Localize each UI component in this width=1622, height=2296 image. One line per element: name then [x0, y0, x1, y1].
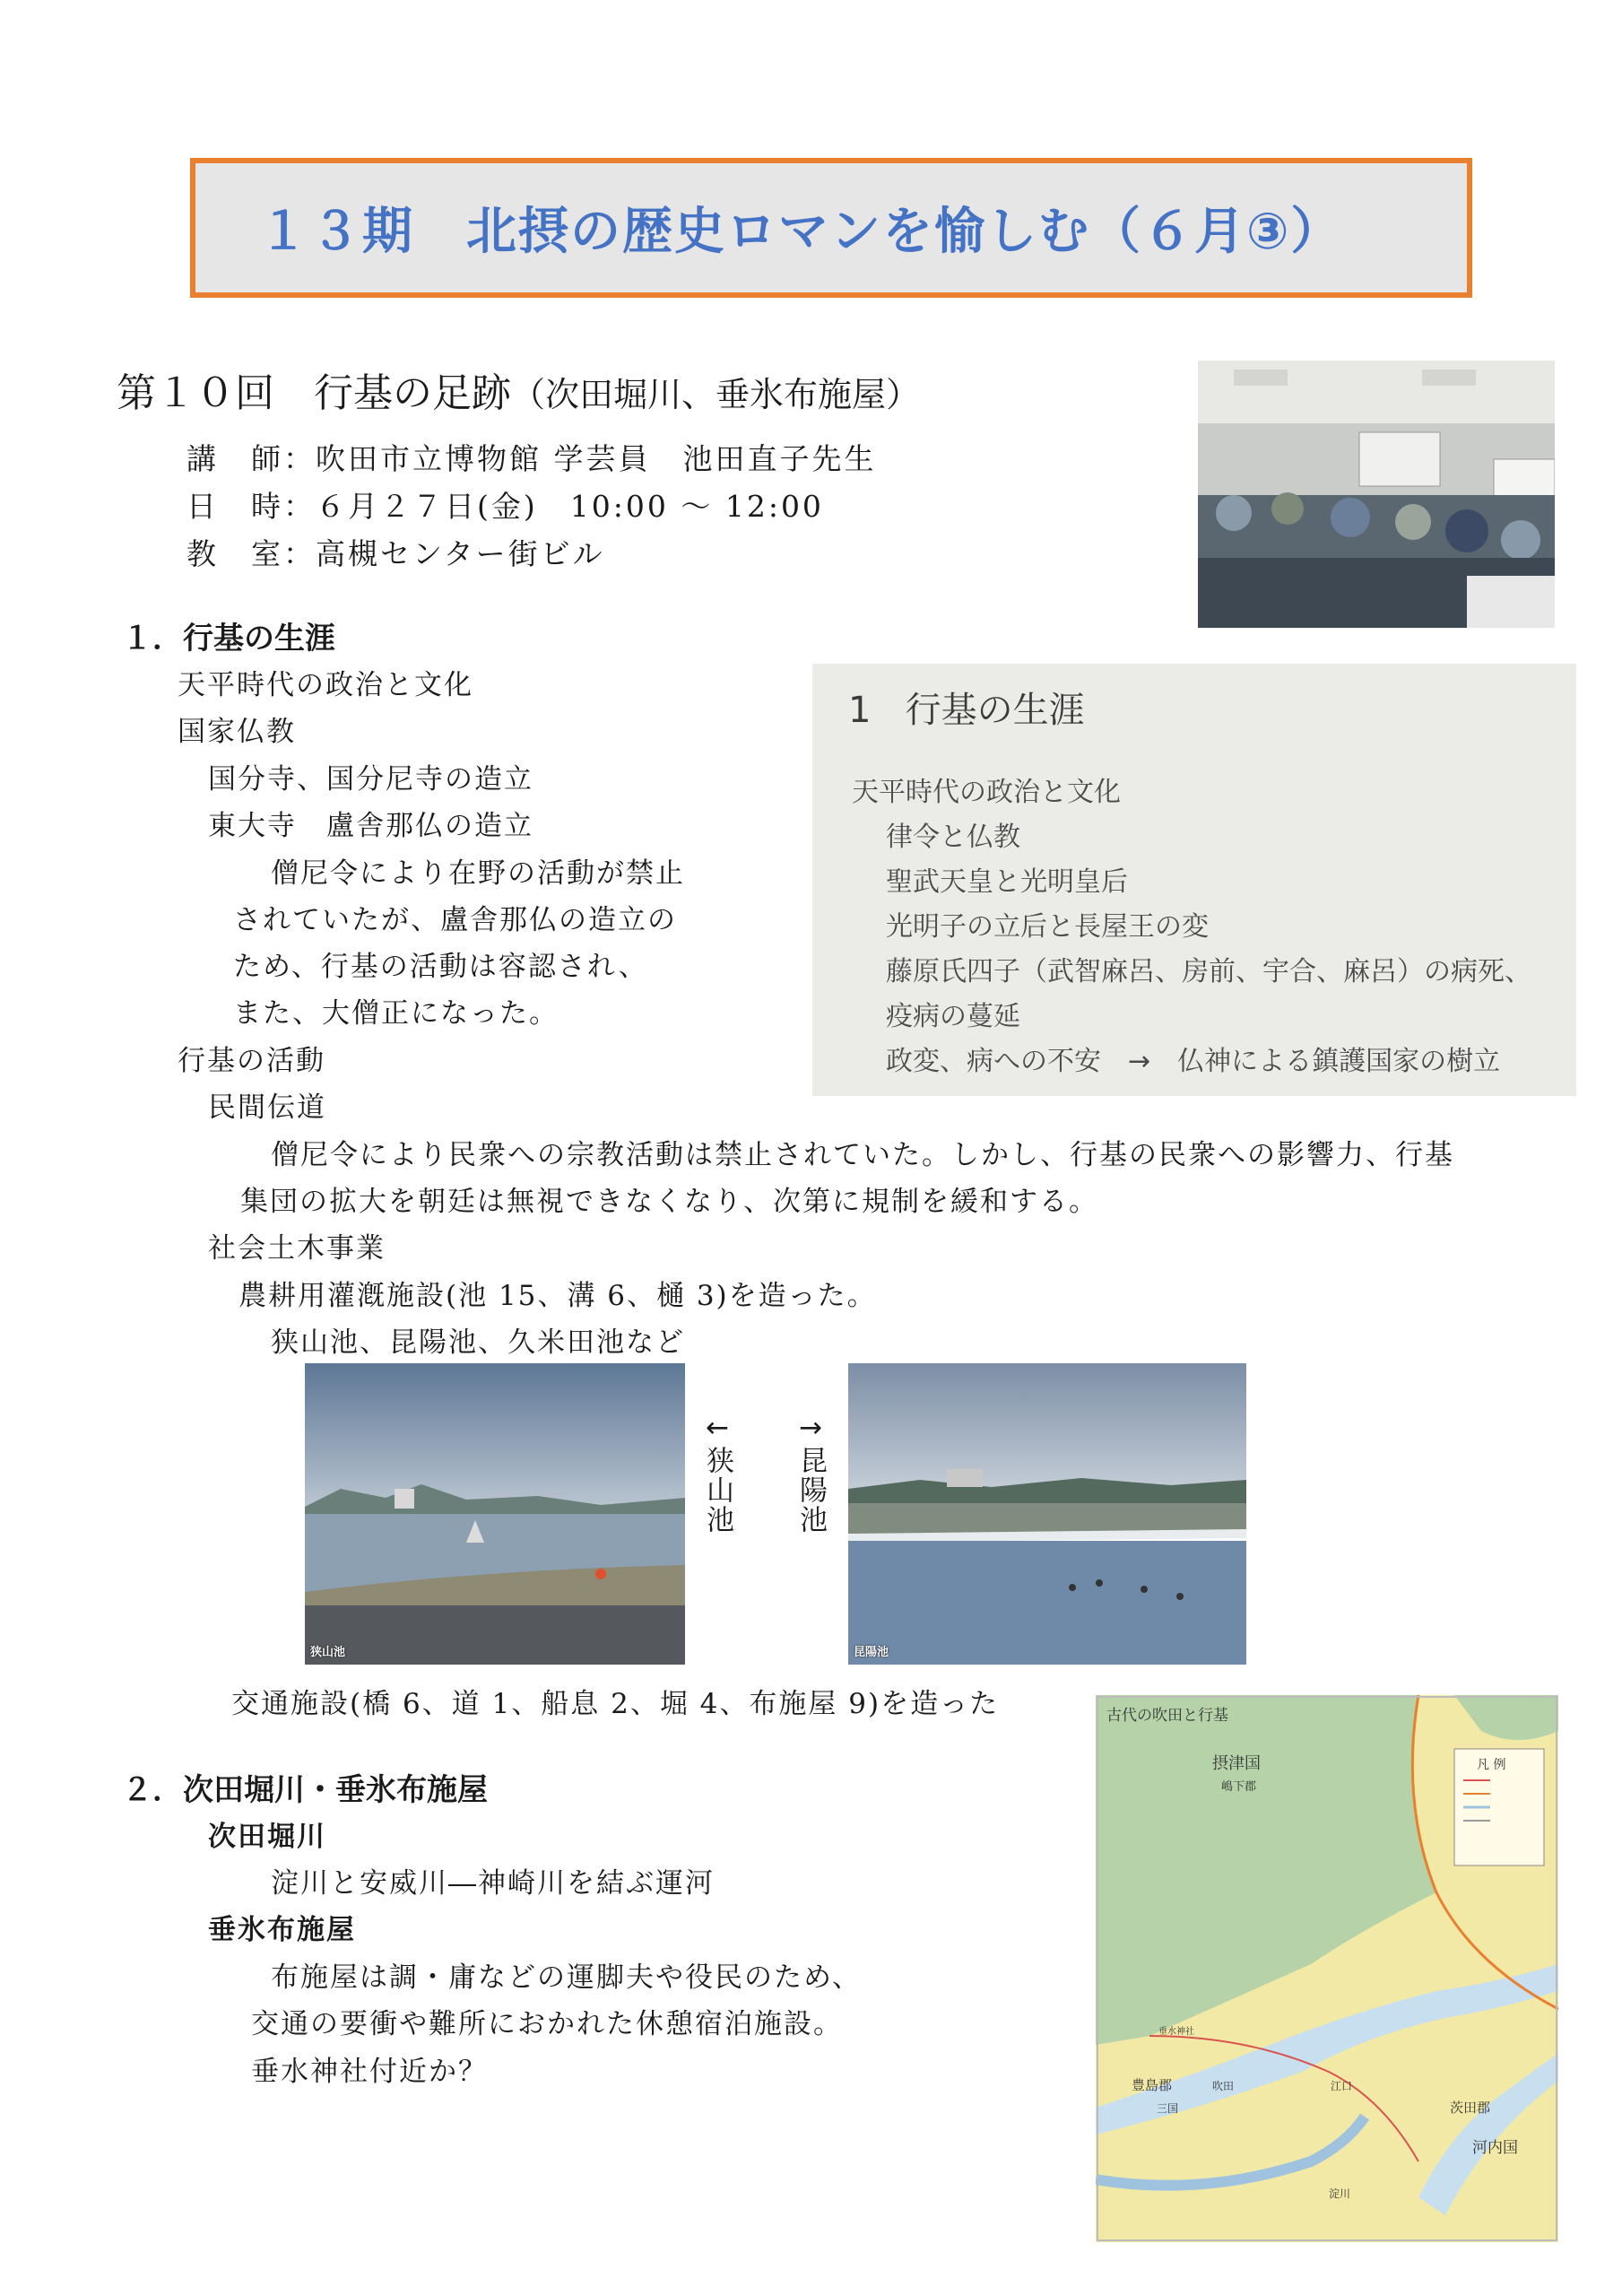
text-line: 民間伝道	[208, 1091, 326, 1124]
lecturer-info: 講 師：吹田市立博物館 学芸員 池田直子先生	[186, 441, 877, 476]
slide-line: 藤原氏四子（武智麻呂、房前、宇合、麻呂）の病死、	[886, 956, 1531, 987]
slide-line: 天平時代の政治と文化	[852, 777, 1121, 808]
slide-line: 律令と仏教	[886, 822, 1020, 853]
text-line: 僧尼令により在野の活動が禁止	[271, 857, 685, 890]
text-line: 垂水神社付近か？	[251, 2056, 488, 2088]
lecture-subtitle: （次田堀川、垂氷布施屋）	[511, 375, 921, 414]
map-label: 摂津国	[1212, 1754, 1261, 1773]
subheading-tsugita: 次田堀川	[208, 1821, 326, 1853]
sayamaike-caption: ←狭山池	[701, 1412, 733, 1535]
slide-title	[848, 682, 1085, 733]
text-line: ため、行基の活動は容認され、	[233, 951, 648, 983]
section2-heading: ２．次田堀川・垂氷布施屋	[122, 1772, 488, 1808]
lecture-slide-photo	[812, 664, 1576, 1096]
slide-line: 政変、病への不安 → 仏神による鎮護国家の樹立	[886, 1046, 1501, 1077]
photo-label: 狭山池	[310, 1646, 346, 1659]
koyaike-photo	[848, 1363, 1246, 1665]
text-line: 行基の活動	[178, 1045, 325, 1077]
text-line: 天平時代の政治と文化	[178, 669, 473, 701]
slide-line: 疫病の蔓延	[886, 1001, 1020, 1032]
map-label: 豊島郡	[1132, 2077, 1173, 2093]
map-label: 吹田	[1212, 2080, 1235, 2092]
sayamaike-photo	[305, 1363, 685, 1665]
text-line: 淀川と安威川―神崎川を結ぶ運河	[271, 1867, 715, 1900]
text-line: 社会土木事業	[208, 1232, 386, 1265]
text-line: 僧尼令により民衆への宗教活動は禁止されていた。しかし、行基の民衆への影響力、行基	[271, 1139, 1454, 1171]
map-label: 嶋下郡	[1221, 1780, 1257, 1794]
text-line: 農耕用灌漑施設(池 15、溝 6、樋 3)を造った。	[239, 1280, 877, 1312]
text-line: 交通の要衝や難所におかれた休憩宿泊施設。	[251, 2008, 843, 2040]
map-label: 河内国	[1472, 2139, 1518, 2157]
title-box	[190, 158, 1472, 298]
slide-line: 聖武天皇と光明皇后	[886, 866, 1128, 898]
text-line: 布施屋は調・庸などの運脚夫や役民のため、	[271, 1961, 862, 1994]
slide-line: 光明子の立后と長屋王の変	[886, 911, 1209, 943]
room-info: 教 室：高槻センター街ビル	[186, 536, 605, 571]
text-line: 狭山池、昆陽池、久米田池など	[271, 1326, 685, 1359]
map-label: 江口	[1331, 2080, 1353, 2092]
map-legend-title: 凡 例	[1477, 1758, 1506, 1772]
text-line: 東大寺 盧舎那仏の造立	[208, 810, 533, 842]
text-line: されていたが、盧舎那仏の造立の	[233, 904, 677, 936]
photo-label: 昆陽池	[854, 1646, 889, 1659]
map-label: 淀川	[1329, 2187, 1351, 2200]
map-label: 三国	[1157, 2102, 1179, 2115]
koyaike-caption: →昆陽池	[794, 1412, 827, 1535]
text-line: 集団の拡大を朝廷は無視できなくなり、次第に規制を緩和する。	[240, 1186, 1098, 1218]
datetime-info: 日 時：６月２７日(金) 10:00 ～ 12:00	[186, 489, 824, 524]
text-line: 国分寺、国分尼寺の造立	[208, 763, 533, 796]
ancient-suita-map	[1096, 1695, 1558, 2242]
classroom-photo	[1198, 361, 1555, 628]
lecture-heading	[117, 361, 920, 418]
page-title: １３期 北摂の歴史ロマンを愉しむ（６月③）	[258, 203, 1343, 261]
section1-heading: １．行基の生涯	[122, 621, 335, 657]
map-label: 垂水神社	[1158, 2027, 1194, 2037]
map-title: 古代の吹田と行基	[1106, 1707, 1228, 1725]
map-label: 茨田郡	[1450, 2100, 1491, 2116]
text-line: 国家仏教	[178, 716, 296, 748]
text-line: また、大僧正になった。	[233, 997, 559, 1030]
transport-text: 交通施設(橋 6、道 1、船息 2、堀 4、布施屋 9)を造った	[231, 1688, 1000, 1720]
slide-title-text: 行基の生涯	[905, 690, 1085, 731]
slide-number: 1	[848, 690, 872, 731]
subheading-tarumi: 垂氷布施屋	[208, 1914, 356, 1946]
lecture-title: 第１０回 行基の足跡	[117, 370, 511, 416]
